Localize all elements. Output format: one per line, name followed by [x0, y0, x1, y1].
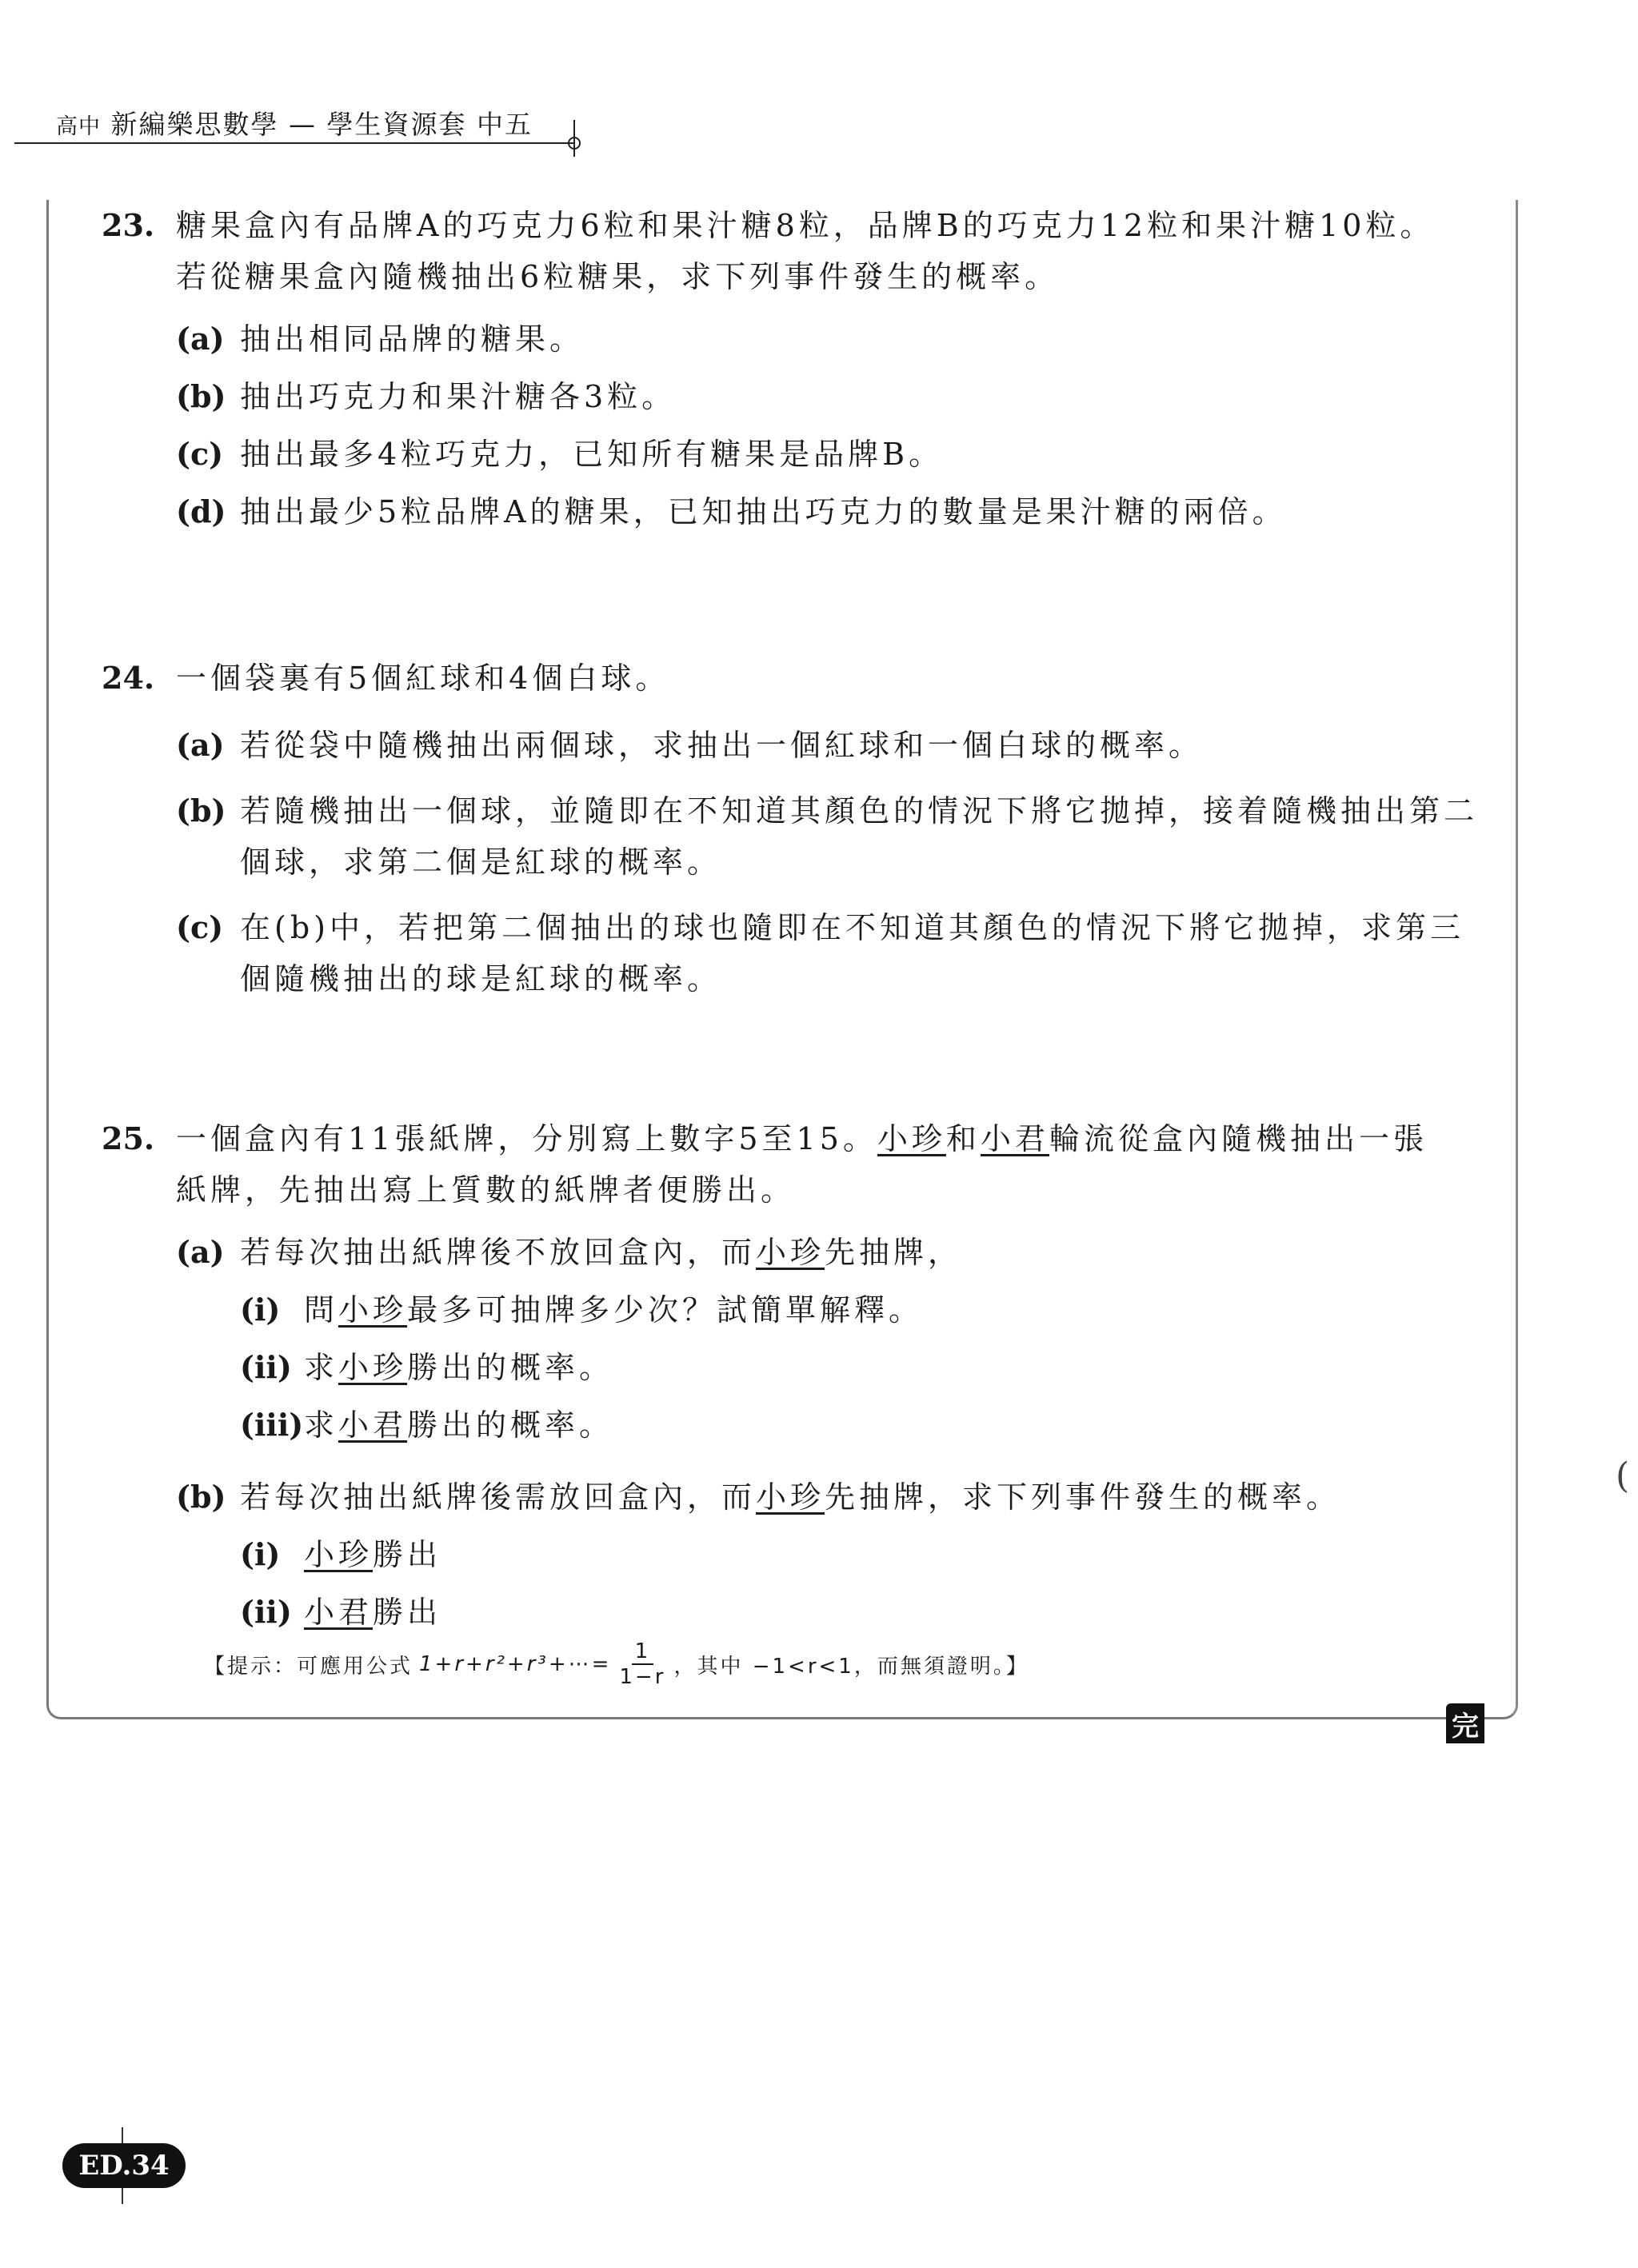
subpart-b-i	[240, 1529, 1512, 1580]
name-xiaozhen: 小珍	[338, 1292, 408, 1328]
name-xiaozhen: 小珍	[756, 1235, 825, 1270]
crosshair-icon	[565, 120, 584, 157]
question-stem: 一個袋裏有5個紅球和4個白球。	[176, 661, 670, 696]
part-label: (b)	[176, 793, 226, 829]
part-label: (a)	[176, 321, 225, 357]
part-text: 先抽牌，	[825, 1235, 963, 1270]
subpart-a-i	[240, 1284, 1512, 1336]
part-b	[176, 1471, 1512, 1523]
part-text-line: 在(b)中，若把第二個抽出的球也隨即在不知道其顏色的情況下將它拋掉，求第三	[240, 910, 1464, 945]
name-xiaozhen: 小珍	[756, 1479, 825, 1515]
stem-text: 輪流從盒內隨機抽出一張	[1049, 1121, 1428, 1156]
stem-text: 和	[945, 1121, 981, 1156]
subpart-label: (ii)	[240, 1594, 292, 1630]
hint-fraction	[616, 1639, 669, 1689]
part-b	[176, 785, 1512, 888]
part-label: (a)	[176, 727, 225, 763]
subpart-text: 勝出的概率。	[407, 1408, 614, 1443]
subpart-text: 求	[304, 1408, 339, 1443]
part-text-line: 個球，求第二個是紅球的概率。	[240, 845, 722, 880]
subpart-label: (iii)	[240, 1407, 304, 1443]
subpart-label: (i)	[240, 1536, 281, 1572]
subpart-label: (i)	[240, 1292, 281, 1328]
part-c	[176, 902, 1512, 1004]
header-prefix: 高中	[56, 114, 101, 139]
name-xiaojun: 小君	[304, 1595, 374, 1630]
part-text: 若每次抽出紙牌後不放回盒內，而	[240, 1235, 757, 1270]
question-stem	[176, 200, 1512, 302]
name-xiaozhen: 小珍	[877, 1121, 946, 1156]
part-label: (d)	[176, 493, 226, 529]
subpart-text: 勝出	[373, 1595, 442, 1630]
stem-line: 若從糖果盒內隨機抽出6粒糖果，求下列事件發生的概率。	[176, 259, 1060, 294]
part-text: 若從袋中隨機抽出兩個球，求抽出一個紅球和一個白球的概率。	[240, 728, 1204, 763]
stem-line: 糖果盒內有品牌A的巧克力6粒和果汁糖8粒，品牌B的巧克力12粒和果汁糖10粒。	[176, 208, 1435, 243]
header-title: 新編樂思數學 — 學生資源套 中五	[110, 109, 533, 140]
end-mark: 完	[1446, 1703, 1484, 1743]
part-label: (b)	[176, 378, 226, 414]
fraction-denominator: 1−r	[619, 1665, 666, 1689]
subpart-text: 問	[304, 1292, 339, 1328]
hint-open: 【提示：可應用公式	[204, 1654, 413, 1679]
page-tick-bottom	[122, 2188, 123, 2204]
hint-formula-lhs: 1+r+r²+r³+⋯=	[419, 1652, 612, 1676]
part-b	[176, 371, 1512, 422]
subpart-label: (ii)	[240, 1349, 292, 1385]
part-a	[176, 313, 1512, 365]
header-rule	[14, 142, 574, 144]
part-text: 抽出巧克力和果汁糖各3粒。	[240, 379, 677, 414]
margin-paren-mark: (	[1616, 1455, 1630, 1496]
part-text: 若每次抽出紙牌後需放回盒內，而	[240, 1479, 757, 1515]
question-stem	[176, 1113, 1512, 1216]
subpart-a-ii	[240, 1342, 1512, 1393]
subpart-b-ii	[240, 1587, 1512, 1638]
part-a	[176, 720, 1512, 771]
page-tick-top	[122, 2127, 123, 2143]
part-text-line: 個隨機抽出的球是紅球的概率。	[240, 961, 722, 996]
part-label: (c)	[176, 436, 224, 472]
question-24	[104, 653, 1512, 1004]
question-number: 25.	[102, 1120, 155, 1156]
part-text: 抽出相同品牌的糖果。	[240, 321, 585, 357]
stem-line: 紙牌，先抽出寫上質數的紙牌者便勝出。	[176, 1172, 796, 1208]
part-text: 抽出最少5粒品牌A的糖果，已知抽出巧克力的數量是果汁糖的兩倍。	[240, 494, 1287, 529]
running-header	[56, 104, 533, 142]
name-xiaozhen: 小珍	[304, 1537, 374, 1572]
name-xiaojun: 小君	[338, 1408, 408, 1443]
question-23	[104, 200, 1512, 537]
part-label: (b)	[176, 1479, 226, 1515]
question-25	[104, 1113, 1512, 1638]
subpart-text: 最多可抽牌多少次？試簡單解釋。	[407, 1292, 924, 1328]
part-d	[176, 486, 1512, 537]
part-a	[176, 1227, 1512, 1278]
fraction-numerator: 1	[632, 1639, 654, 1665]
stem-text: 一個盒內有11張紙牌，分別寫上數字5至15。	[176, 1121, 877, 1156]
subpart-a-iii	[240, 1400, 1512, 1451]
name-xiaojun: 小君	[980, 1121, 1049, 1156]
subpart-text: 勝出	[373, 1537, 442, 1572]
stem-line	[176, 1113, 1512, 1164]
question-number: 23.	[102, 207, 155, 243]
part-c	[176, 429, 1512, 480]
subpart-text: 勝出的概率。	[407, 1350, 614, 1385]
subpart-text: 求	[304, 1350, 339, 1385]
question-number: 24.	[102, 660, 155, 696]
formula-hint	[204, 1639, 1029, 1689]
page-number: ED.34	[62, 2143, 186, 2188]
part-text: 抽出最多4粒巧克力，已知所有糖果是品牌B。	[240, 437, 944, 472]
hint-condition: ，其中 −1<r<1，而無須證明。】	[673, 1654, 1029, 1679]
part-label: (a)	[176, 1234, 225, 1270]
name-xiaozhen: 小珍	[338, 1350, 408, 1385]
part-text: 先抽牌，求下列事件發生的概率。	[825, 1479, 1341, 1515]
part-text-line: 若隨機抽出一個球，並隨即在不知道其顏色的情況下將它拋掉，接着隨機抽出第二	[240, 793, 1479, 829]
part-label: (c)	[176, 909, 224, 945]
